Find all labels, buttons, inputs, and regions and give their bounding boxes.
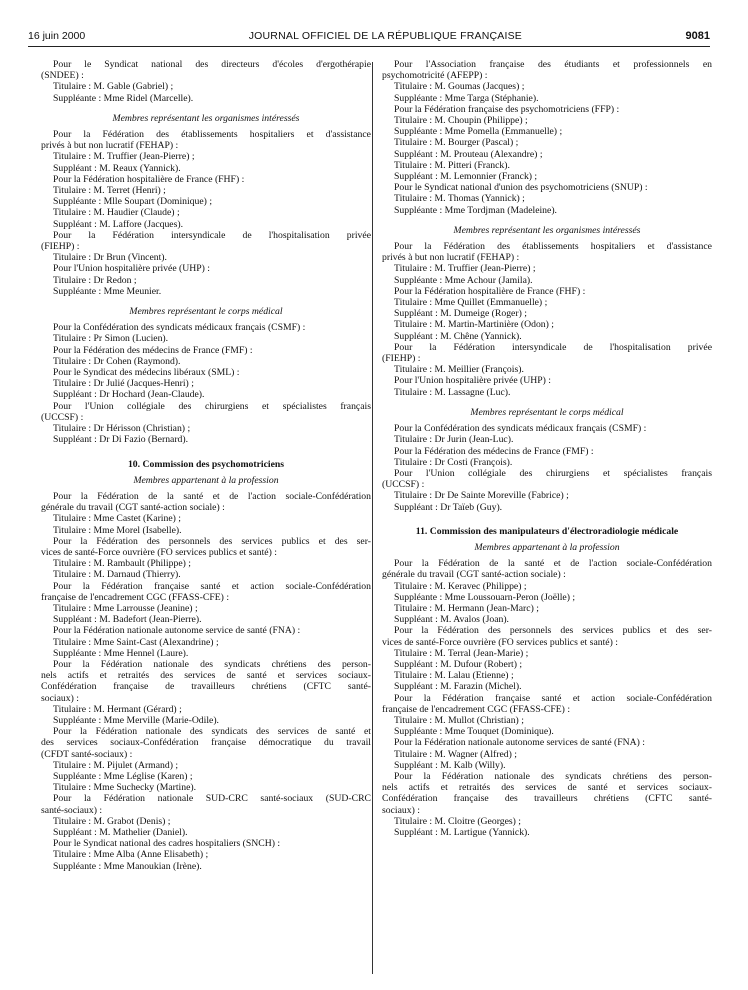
text-line: Pour la Confédération des syndicats médicaux français (CSMF) : xyxy=(394,423,647,435)
text-line: Titulaire : M. Darnaud (Thierry). xyxy=(53,569,181,581)
text-line: Titulaire : Mme Morel (Isabelle). xyxy=(53,524,182,536)
text-line: Pour le Syndicat national des cadres hospitaliers (SNCH) : xyxy=(53,838,281,850)
text-line: Suppléant : M. Laffore (Jacques). xyxy=(53,218,184,230)
text-line: Pour la Fédération de la santé et de l'action sociale-Confédération xyxy=(394,558,712,570)
text-line: Titulaire : M. Grabot (Denis) ; xyxy=(53,815,171,827)
text-line: Titulaire : Mme Castet (Karine) ; xyxy=(53,513,181,525)
text-line: Suppléant : M. Dufour (Robert) ; xyxy=(394,658,523,670)
text-line: Pour la Fédération intersyndicale de l'hospitalisation privée xyxy=(394,341,712,353)
text-line: Pour la Fédération nationale autonome service de santé (FNA) : xyxy=(53,625,301,637)
text-line: Suppléant : M. Chêne (Yannick). xyxy=(394,330,522,342)
section-heading: Membres représentant les organismes intéressés xyxy=(112,112,300,124)
section-heading: Membres représentant le corps médical xyxy=(470,406,624,418)
header-title: JOURNAL OFFICIEL DE LA RÉPUBLIQUE FRANÇAISE xyxy=(248,30,523,42)
text-line: Pour le Syndicat des médecins libéraux (SML) : xyxy=(53,367,240,379)
text-line: Pour la Fédération des personnels des services publics et des ser- xyxy=(394,625,712,637)
text-line: Titulaire : M. Rambault (Philippe) ; xyxy=(53,558,191,570)
text-line: nels actifs et retraités des services de santé et services sociaux- xyxy=(382,782,712,794)
text-line: Titulaire : Dr Jurin (Jean-Luc). xyxy=(394,434,514,446)
left-column xyxy=(41,59,371,872)
text-line: Suppléante : Mme Léglise (Karen) ; xyxy=(53,770,193,782)
text-line: (SNDEE) : xyxy=(41,70,84,82)
text-line: Titulaire : Mme Suchecky (Martine). xyxy=(53,782,197,794)
text-line: Titulaire : Dr De Sainte Moreville (Fabrice) ; xyxy=(394,490,569,502)
text-line: sociaux) : xyxy=(41,692,79,704)
text-line: Suppléant : Dr Hochard (Jean-Claude). xyxy=(53,389,205,401)
text-line: Titulaire : M. Keravec (Philippe) ; xyxy=(394,580,527,592)
text-line: Pour la Fédération hospitalière de France (FHF) : xyxy=(53,173,245,185)
text-line: Titulaire : Mme Larrousse (Jeanine) ; xyxy=(53,602,198,614)
text-line: (FIEHP) : xyxy=(41,241,80,253)
text-line: Titulaire : Pr Simon (Lucien). xyxy=(53,333,169,345)
text-line: Titulaire : M. Gable (Gabriel) ; xyxy=(53,81,174,93)
text-line: Titulaire : M. Lalau (Etienne) ; xyxy=(394,670,514,682)
text-line: Suppléant : M. Kalb (Willy). xyxy=(394,759,506,771)
text-line: Suppléant : M. Badefort (Jean-Pierre). xyxy=(53,614,202,626)
text-line: Suppléante : Mme Tordjman (Madeleine). xyxy=(394,204,557,216)
text-line: Pour la Fédération nationale SUD-CRC santé-sociaux (SUD-CRC xyxy=(53,793,371,805)
text-line: Confédération française des travailleurs chrétiens (CFTC santé- xyxy=(382,793,712,805)
text-line: Suppléant : Dr Di Fazio (Bernard). xyxy=(53,434,189,446)
text-line: Suppléante : Mme Touquet (Dominique). xyxy=(394,726,554,738)
text-line: Titulaire : M. Martin-Martinière (Odon) ; xyxy=(394,319,554,331)
text-line: Suppléant : M. Avalos (Joan). xyxy=(394,614,509,626)
text-line: Pour la Fédération des établissements hospitaliers et d'assistance xyxy=(394,241,712,253)
text-line: Titulaire : M. Pijulet (Armand) ; xyxy=(53,759,179,771)
text-line: privés à but non lucratif (FEHAP) : xyxy=(382,252,520,264)
text-line: Suppléant : M. Lemonnier (Franck) ; xyxy=(394,171,538,183)
text-line: Titulaire : M. Truffier (Jean-Pierre) ; xyxy=(53,151,195,163)
text-line: Titulaire : M. Thomas (Yannick) ; xyxy=(394,193,525,205)
text-line: Pour l'Union collégiale des chirurgiens et spécialistes français xyxy=(53,400,371,412)
page-header xyxy=(28,24,710,47)
text-line: Suppléante : Mlle Soupart (Dominique) ; xyxy=(53,196,213,208)
text-line: Pour la Fédération des établissements hospitaliers et d'assistance xyxy=(53,129,371,141)
text-line: Titulaire : M. Haudier (Claude) ; xyxy=(53,207,180,219)
text-line: vices de santé-Force ouvrière (FO services publics et santé) : xyxy=(382,636,618,648)
text-line: Pour la Fédération des médecins de France (FMF) : xyxy=(53,344,253,356)
text-line: Titulaire : M. Bourger (Pascal) ; xyxy=(394,137,519,149)
text-line: des services sociaux-Confédération française démocratique du travail xyxy=(41,737,371,749)
text-line: Pour l'Association française des étudiants et professionnels en xyxy=(394,59,712,70)
text-line: (UCCSF) : xyxy=(41,411,84,423)
text-line: Titulaire : M. Lassagne (Luc). xyxy=(394,386,511,398)
commission-heading: 10. Commission des psychomotriciens xyxy=(127,458,285,470)
text-line: Titulaire : M. Pitteri (Franck). xyxy=(394,159,510,171)
text-line: française de l'encadrement CGC (FFASS-CFE) : xyxy=(41,591,230,603)
text-line: Titulaire : M. Truffier (Jean-Pierre) ; xyxy=(394,263,536,275)
text-line: Titulaire : M. Hermann (Jean-Marc) ; xyxy=(394,602,539,614)
text-line: Pour la Fédération nationale autonome services de santé (FNA) : xyxy=(394,737,645,749)
text-line: Suppléante : Mme Manoukian (Irène). xyxy=(53,860,202,872)
text-line: Suppléant : M. Farazin (Michel). xyxy=(394,681,522,693)
text-line: Pour la Fédération hospitalière de France (FHF) : xyxy=(394,285,586,297)
text-line: Suppléant : M. Mathelier (Daniel). xyxy=(53,827,188,838)
text-line: Titulaire : M. Mullot (Christian) ; xyxy=(394,714,524,726)
text-line: Titulaire : M. Hermant (Gérard) ; xyxy=(53,703,182,715)
text-line: (UCCSF) : xyxy=(382,479,425,491)
right-column xyxy=(382,59,712,838)
text-line: Pour la Fédération française santé et action sociale-Confédération xyxy=(53,580,371,592)
text-line: Titulaire : Dr Redon ; xyxy=(53,274,137,286)
text-line: Suppléant : M. Reaux (Yannick). xyxy=(53,162,181,174)
text-line: Pour le Syndicat national d'union des psychomotriciens (SNUP) : xyxy=(394,182,648,194)
text-line: Pour la Confédération des syndicats médicaux français (CSMF) : xyxy=(53,322,306,334)
text-line: Pour la Fédération nationale des syndicats chrétiens des person- xyxy=(394,770,712,782)
commission-heading: 11. Commission des manipulateurs d'électroradiologie médicale xyxy=(415,525,679,537)
text-line: Titulaire : Mme Quillet (Emmanuelle) ; xyxy=(394,297,548,309)
text-line: (CFDT santé-sociaux) : xyxy=(41,748,133,760)
section-heading: Membres représentant les organismes intéressés xyxy=(453,224,641,236)
text-line: Titulaire : M. Cloitre (Georges) ; xyxy=(394,815,522,827)
text-line: vices de santé-Force ouvrière (FO services publics et santé) : xyxy=(41,546,277,558)
text-line: générale du travail (CGT santé-action sociale) : xyxy=(382,569,566,581)
text-line: Titulaire : Dr Costi (François). xyxy=(394,456,513,468)
text-line: Pour la Fédération de la santé et de l'action sociale-Confédération xyxy=(53,490,371,502)
text-line: privés à but non lucratif (FEHAP) : xyxy=(41,140,179,152)
text-line: Titulaire : Dr Hérisson (Christian) ; xyxy=(53,423,191,435)
text-line: Suppléante : Mme Merville (Marie-Odile). xyxy=(53,714,219,726)
text-line: Pour la Fédération intersyndicale de l'hospitalisation privée xyxy=(53,229,371,241)
text-line: Suppléante : Mme Meunier. xyxy=(53,285,162,297)
text-line: Suppléante : Mme Hennel (Laure). xyxy=(53,647,189,659)
section-heading: Membres appartenant à la profession xyxy=(474,541,620,553)
text-line: Titulaire : Dr Cohen (Raymond). xyxy=(53,355,181,367)
section-heading: Membres appartenant à la profession xyxy=(133,474,279,486)
header-page-number: 9081 xyxy=(685,30,710,42)
text-line: Suppléante : Mme Targa (Stéphanie). xyxy=(394,92,539,104)
text-line: Titulaire : Mme Alba (Anne Elisabeth) ; xyxy=(53,849,209,861)
text-line: Pour l'Union collégiale des chirurgiens et spécialistes français xyxy=(394,467,712,479)
text-line: Titulaire : M. Goumas (Jacques) ; xyxy=(394,81,525,93)
text-line: Titulaire : M. Meillier (François). xyxy=(394,364,524,376)
text-line: Pour l'Union hospitalière privée (UHP) : xyxy=(394,375,551,387)
text-line: Pour la Fédération nationale des syndicats des services de santé et xyxy=(53,726,371,738)
text-line: française de l'encadrement CGC (FFASS-CFE) : xyxy=(382,703,571,715)
text-line: santé-sociaux) : xyxy=(41,804,103,816)
text-line: Suppléant : Dr Taïeb (Guy). xyxy=(394,501,503,513)
text-line: Suppléante : Mme Pomella (Emmanuelle) ; xyxy=(394,126,563,138)
column-divider xyxy=(372,62,373,974)
text-line: Titulaire : Dr Brun (Vincent). xyxy=(53,252,167,264)
text-line: Titulaire : M. Wagner (Alfred) ; xyxy=(394,748,517,760)
text-line: Suppléante : Mme Achour (Jamila). xyxy=(394,274,533,286)
text-line: Pour la Fédération française des psychomotriciens (FFP) : xyxy=(394,103,620,115)
text-line: Pour la Fédération française santé et action sociale-Confédération xyxy=(394,692,712,704)
text-line: Suppléant : M. Lartigue (Yannick). xyxy=(394,827,530,838)
text-line: Titulaire : M. Terral (Jean-Marie) ; xyxy=(394,647,529,659)
text-line: (FIEHP) : xyxy=(382,353,421,365)
text-line: nels actifs et retraités des services de santé et services sociaux- xyxy=(41,670,371,682)
text-line: psychomotricité (AFEPP) : xyxy=(382,70,488,82)
text-line: Titulaire : M. Terret (Henri) ; xyxy=(53,185,166,197)
text-line: Suppléante : Mme Loussouarn-Peron (Joëlle) ; xyxy=(394,591,576,603)
text-line: Pour l'Union hospitalière privée (UHP) : xyxy=(53,263,210,275)
text-line: Suppléant : M. Dumeige (Roger) ; xyxy=(394,308,527,320)
text-line: générale du travail (CGT santé-action sociale) : xyxy=(41,502,225,514)
text-line: Suppléante : Mme Ridel (Marcelle). xyxy=(53,92,194,104)
header-date: 16 juin 2000 xyxy=(28,30,86,42)
text-line: Titulaire : Dr Julié (Jacques-Henri) ; xyxy=(53,378,194,390)
text-line: Titulaire : M. Choupin (Philippe) ; xyxy=(394,115,528,127)
text-line: Titulaire : Mme Saint-Cast (Alexandrine) ; xyxy=(53,636,219,648)
section-heading: Membres représentant le corps médical xyxy=(129,306,283,318)
text-line: Pour le Syndicat national des directeurs d'écoles d'ergothérapie xyxy=(53,59,371,70)
text-line: Confédération française de travailleurs chrétiens (CFTC santé- xyxy=(41,681,371,693)
text-line: sociaux) : xyxy=(382,804,420,816)
text-line: Pour la Fédération des médecins de France (FMF) : xyxy=(394,445,594,457)
text-line: Pour la Fédération nationale des syndicats chrétiens des person- xyxy=(53,658,371,670)
text-line: Pour la Fédération des personnels des services publics et des ser- xyxy=(53,535,371,547)
text-line: Suppléant : M. Prouteau (Alexandre) ; xyxy=(394,148,543,160)
